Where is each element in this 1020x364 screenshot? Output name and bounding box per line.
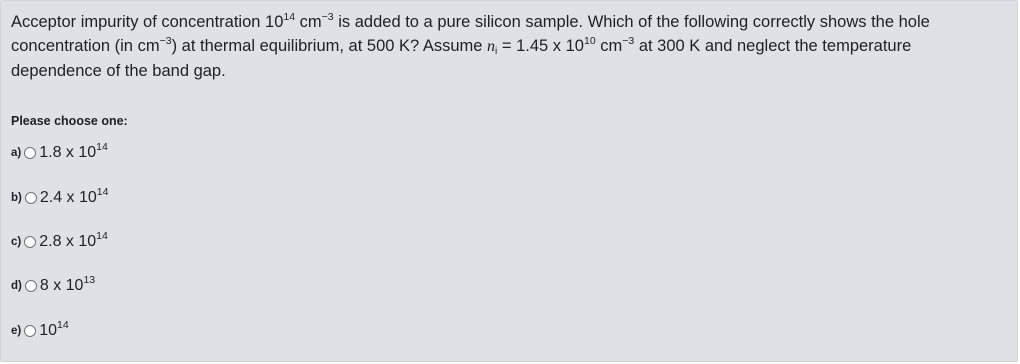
option-label <box>39 141 108 162</box>
question-text-part: Acceptor impurity of concentration 10 <box>11 13 284 31</box>
question-text-part: cm <box>295 13 322 31</box>
option-a[interactable] <box>11 141 108 165</box>
option-letter: d) <box>11 280 22 292</box>
option-b[interactable] <box>11 186 108 210</box>
option-exponent: 14 <box>96 230 108 242</box>
variable-subscript: i <box>495 46 498 57</box>
exponent: −3 <box>159 35 172 47</box>
option-base: 8 x 10 <box>39 277 84 294</box>
option-e[interactable] <box>11 319 69 343</box>
radio-button[interactable] <box>24 325 36 337</box>
option-d[interactable] <box>11 274 95 298</box>
question-text-part: ) at thermal equilibrium, at 500 K? Assume <box>171 37 488 55</box>
option-exponent: 14 <box>96 186 109 198</box>
option-exponent: 13 <box>83 274 96 286</box>
variable-n: n <box>487 38 496 55</box>
exponent: 10 <box>583 35 596 47</box>
option-label <box>39 319 69 340</box>
exponent: 14 <box>283 11 296 23</box>
option-exponent: 14 <box>96 141 108 153</box>
radio-button[interactable] <box>25 192 37 204</box>
question-text-part: is added to a pure silicon sample. Which of the following correctly shows the hole concentration (in cm <box>11 13 930 55</box>
option-label <box>39 274 96 295</box>
choose-prompt: Please choose one: <box>11 114 128 128</box>
exponent: −3 <box>321 11 334 23</box>
option-base: 10 <box>39 322 58 339</box>
exponent: −3 <box>622 35 635 47</box>
radio-button[interactable] <box>25 280 37 292</box>
option-exponent: 14 <box>57 319 69 331</box>
option-base: 2.8 x 10 <box>39 233 97 250</box>
option-label <box>39 186 109 207</box>
radio-button[interactable] <box>24 147 36 159</box>
option-label <box>39 230 108 251</box>
radio-button[interactable] <box>24 236 36 248</box>
question-text <box>11 10 1006 83</box>
option-letter: e) <box>11 325 22 337</box>
option-letter: c) <box>11 236 22 248</box>
option-letter: b) <box>11 192 22 204</box>
question-text-part: cm <box>595 37 623 55</box>
option-c[interactable] <box>11 230 108 254</box>
question-text-part: at 300 K and neglect the temperature dependence of the band gap. <box>11 37 912 80</box>
question-text-part: = 1.45 x 10 <box>497 37 584 55</box>
option-letter: a) <box>11 147 22 159</box>
option-base: 2.4 x 10 <box>39 189 97 206</box>
option-base: 1.8 x 10 <box>39 144 97 161</box>
